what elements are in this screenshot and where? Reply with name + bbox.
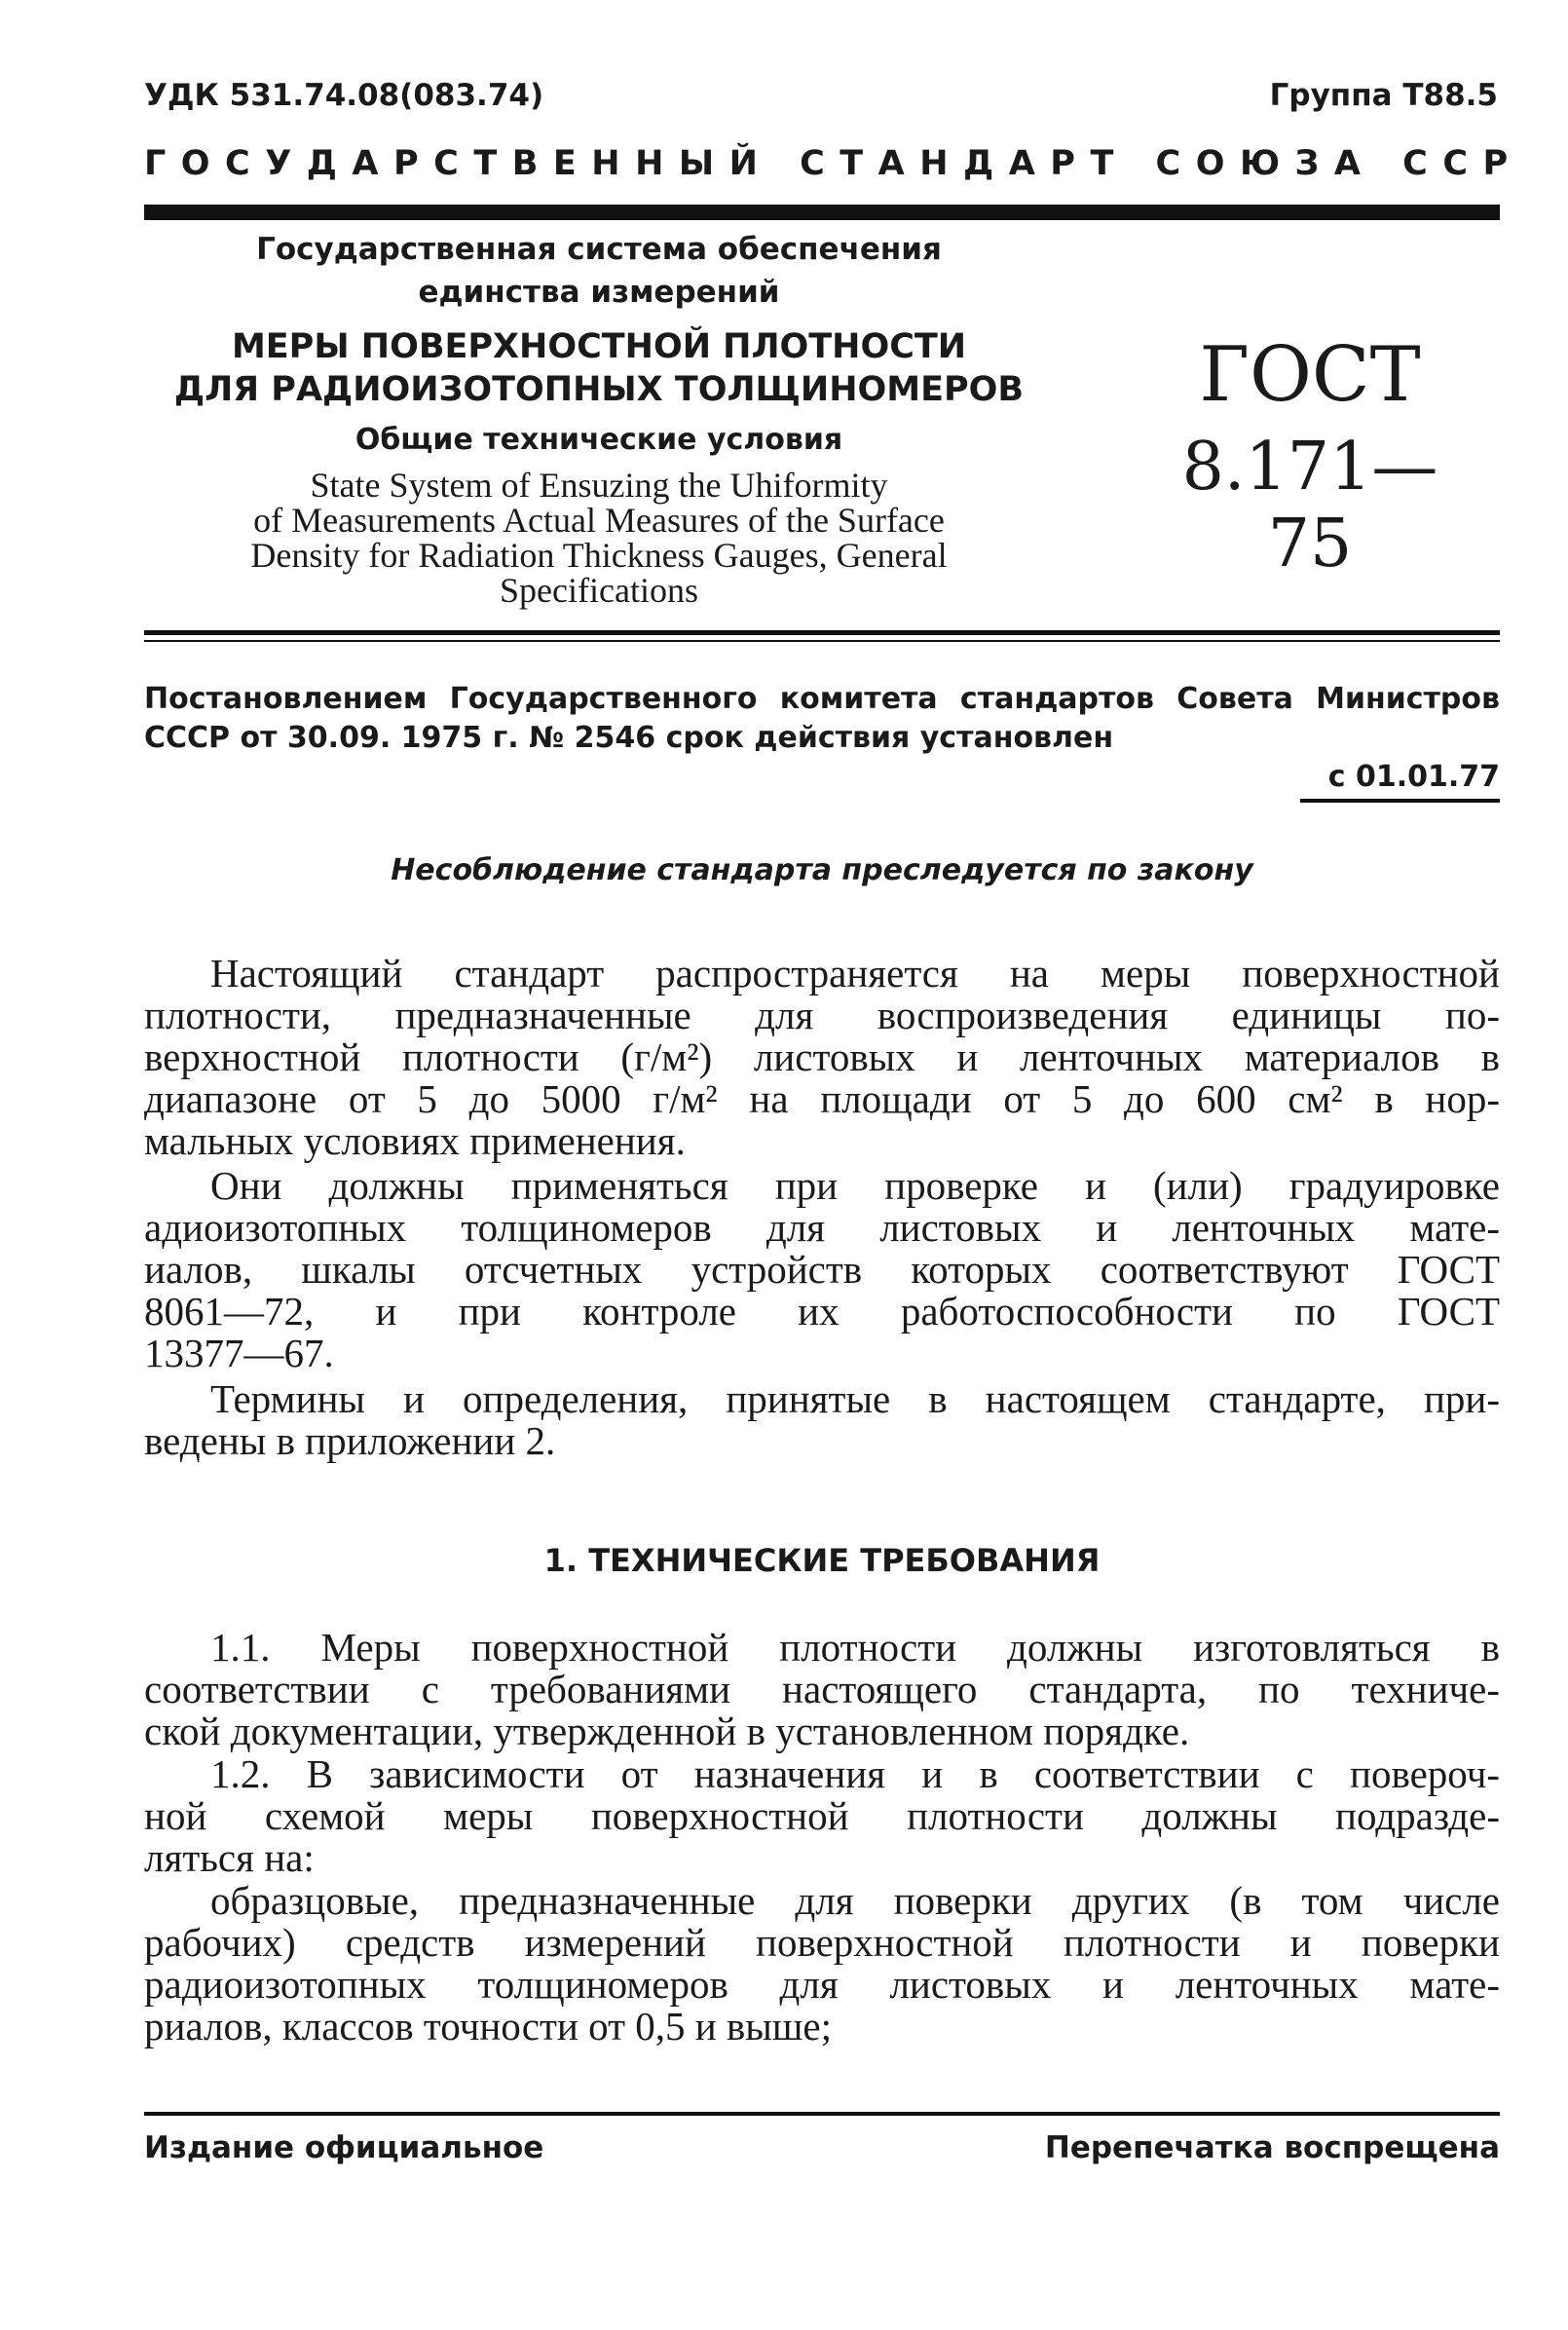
english-title-line: State System of Ensuzing the Uhiformity — [310, 466, 888, 505]
valid-from-underline — [1300, 799, 1500, 803]
divider-rule — [144, 640, 1500, 642]
text-line: ведены в приложении 2. — [144, 1418, 556, 1463]
text-line: ной схемой меры поверхностной плотности должны подразде- — [144, 1793, 1500, 1838]
text-line: 1.2. В зависимости от назначения и в соответствии с повероч- — [210, 1751, 1500, 1796]
header-thick-rule — [144, 205, 1500, 220]
section-title: 1. ТЕХНИЧЕСКИЕ ТРЕБОВАНИЯ — [543, 1542, 1101, 1579]
text-line: 8061—72, и при контроле их работоспособности по ГОСТ — [144, 1289, 1500, 1334]
divider-rule — [144, 630, 1500, 635]
text-line: адиоизотопных толщиномеров для листовых и ленточных мате- — [144, 1205, 1500, 1250]
group-code: Группа Т88.5 — [1269, 78, 1498, 113]
gost-label: ГОСТ — [1199, 331, 1421, 419]
measures-title-line-1: МЕРЫ ПОВЕРХНОСТНОЙ ПЛОТНОСТИ — [231, 327, 967, 366]
gost-number: 8.171—75 — [1181, 429, 1438, 582]
text-line: риалов, классов точности от 0,5 и выше; — [144, 2004, 832, 2048]
general-conditions: Общие технические условия — [355, 423, 843, 457]
udk-code: УДК 531.74.08(083.74) — [144, 78, 544, 113]
system-line-2: единства измерений — [418, 275, 780, 310]
text-line: диапазоне от 5 до 5000 г/м² на площади от 5 до 600 см² в нор- — [144, 1076, 1500, 1121]
text-line: Термины и определения, принятые в настоящем стандарте, при- — [210, 1376, 1500, 1421]
noncompliance-note: Несоблюдение стандарта преследуется по закону — [391, 853, 1253, 887]
resolution-line-1: Постановлением Государственного комитета стандартов Совета Министров — [144, 682, 1500, 716]
text-line: 1.1. Меры поверхностной плотности должны изготовляться в — [210, 1625, 1500, 1670]
english-title-line: of Measurements Actual Measures of the Surface — [253, 501, 945, 540]
text-line: Настоящий стандарт распространяется на меры поверхностной — [210, 951, 1500, 996]
english-title — [146, 468, 1052, 608]
clause-1-1 — [144, 1627, 1500, 1752]
system-line-1: Государственная система обеспечения — [256, 232, 942, 267]
text-line: ляться на: — [144, 1835, 315, 1880]
footer-rule — [144, 2112, 1500, 2116]
model-measures-paragraph — [144, 1880, 1500, 2048]
english-title-line: Density for Radiation Thickness Gauges, General — [250, 536, 948, 575]
measures-title-line-2: ДЛЯ РАДИОИЗОТОПНЫХ ТОЛЩИНОМЕРОВ — [173, 370, 1025, 409]
intro-paragraph-2 — [144, 1165, 1500, 1374]
valid-from-date: с 01.01.77 — [1327, 760, 1500, 794]
text-line: иалов, шкалы отсчетных устройств которых соответствуют ГОСТ — [144, 1247, 1500, 1292]
intro-paragraph-3 — [144, 1378, 1500, 1462]
text-line: мальных условиях применения. — [144, 1118, 686, 1163]
state-standard-title: ГОСУДАРСТВЕННЫЙ СТАНДАРТ СОЮЗА ССР — [144, 144, 1523, 183]
footer-reprint-prohibited: Перепечатка воспрещена — [1044, 2130, 1500, 2165]
text-line: образцовые, предназначенные для поверки других (в том числе — [210, 1878, 1500, 1923]
text-line: рабочих) средств измерений поверхностной плотности и поверки — [144, 1920, 1500, 1965]
intro-paragraph-1 — [144, 953, 1500, 1162]
text-line: ской документации, утвержденной в установленном порядке. — [144, 1709, 1190, 1753]
text-line: плотности, предназначенные для воспроизведения единицы по- — [144, 993, 1500, 1037]
text-line: 13377—67. — [144, 1331, 334, 1375]
english-title-line: Specifications — [500, 571, 698, 610]
text-line: соответствии с требованиями настоящего стандарта, по техниче- — [144, 1667, 1500, 1711]
clause-1-2 — [144, 1753, 1500, 1879]
text-line: Они должны применяться при проверке и (или) градуировке — [210, 1163, 1500, 1208]
footer-official-edition: Издание официальное — [144, 2130, 544, 2165]
text-line: верхностной плотности (г/м²) листовых и ленточных материалов в — [144, 1034, 1500, 1079]
text-line: радиоизотопных толщиномеров для листовых и ленточных мате- — [144, 1962, 1500, 2007]
resolution-line-2: СССР от 30.09. 1975 г. № 2546 срок действия установлен — [144, 721, 1114, 755]
